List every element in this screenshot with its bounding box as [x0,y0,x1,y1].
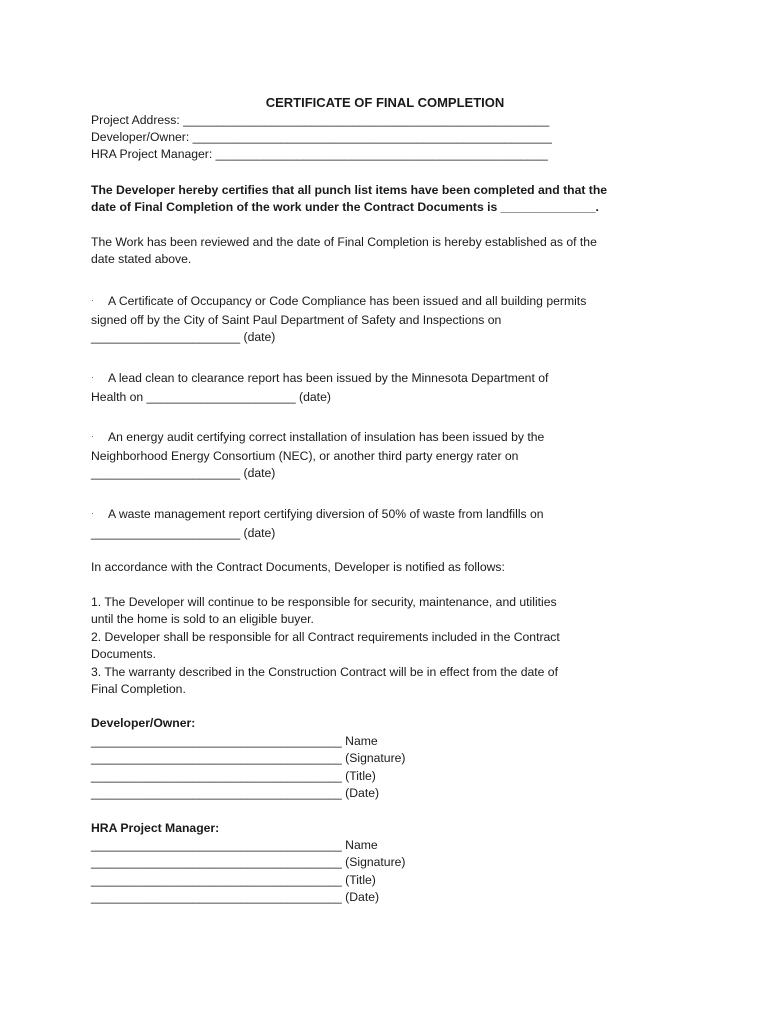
developer-signature-field[interactable]: _____________________________________ (Signature) [91,751,406,766]
bullet-item-lead-clean [91,368,548,407]
developer-date-field[interactable]: _____________________________________ (Date) [91,786,380,801]
hra-name-field[interactable]: _____________________________________ Name [91,838,378,852]
hra-manager-heading: HRA Project Manager: [91,821,220,835]
date-field[interactable]: ______________________ (date) [91,526,276,540]
hra-title-field[interactable]: _____________________________________ (Title) [91,872,376,887]
hra-date-field[interactable]: _____________________________________ (Date) [91,890,380,905]
review-line: The Work has been reviewed and the date of Final Completion is hereby established as of the [91,235,597,249]
certification-line: date of Final Completion of the work under the Contract Documents is ______________. [91,200,599,214]
bullet-icon: · [91,296,94,305]
developer-owner-field[interactable]: Developer/Owner: _____________________________________________________ [91,130,552,144]
certification-line: The Developer hereby certifies that all punch list items have been completed and that the [91,183,608,197]
bullet-text: Neighborhood Energy Consortium (NEC), or another third party energy rater on [91,449,519,463]
bullet-text: A Certificate of Occupancy or Code Compliance has been issued and all building permits [108,294,587,308]
notice-line: 2. Developer shall be responsible for all Contract requirements included in the Contract [91,629,560,644]
hra-project-manager-field[interactable]: HRA Project Manager: _________________________________________________ [91,147,548,161]
notice-line: Documents. [91,647,157,662]
notice-line: 3. The warranty described in the Construction Contract will be in effect from the date of [91,664,558,679]
bullet-icon: · [91,432,94,441]
date-field[interactable]: Health on ______________________ (date) [91,390,331,404]
notice-list [91,594,560,698]
notice-line: 1. The Developer will continue to be responsible for security, maintenance, and utilities [91,595,557,609]
project-address-field[interactable]: Project Address: ______________________________________________________ [91,113,550,127]
developer-name-field[interactable]: _____________________________________ Name [91,734,378,748]
bullet-text: signed off by the City of Saint Paul Department of Safety and Inspections on [91,313,502,327]
date-field[interactable]: ______________________ (date) [91,466,276,480]
bullet-item-occupancy [91,291,586,345]
bullet-icon: · [91,373,94,382]
certification-paragraph [91,182,607,216]
review-paragraph [91,234,597,268]
bullet-text: An energy audit certifying correct installation of insulation has been issued by the [108,430,545,444]
developer-title-field[interactable]: _____________________________________ (Title) [91,768,376,783]
bullet-text: A lead clean to clearance report has been issued by the Minnesota Department of [108,371,549,385]
bullet-item-waste-management [91,504,544,543]
date-field[interactable]: ______________________ (date) [91,330,276,344]
document-title: CERTIFICATE OF FINAL COMPLETION [265,95,505,110]
header-fields [91,112,552,163]
bullet-item-energy-audit [91,427,544,481]
review-line: date stated above. [91,252,192,266]
developer-owner-heading: Developer/Owner: [91,716,196,730]
notice-line: until the home is sold to an eligible buyer. [91,612,314,627]
bullet-text: A waste management report certifying diversion of 50% of waste from landfills on [108,507,544,521]
developer-signature-block [91,733,405,803]
notice-intro: In accordance with the Contract Documents, Developer is notified as follows: [91,560,505,574]
hra-signature-block [91,837,405,907]
notice-line: Final Completion. [91,682,186,697]
bullet-icon: · [91,509,94,518]
hra-signature-field[interactable]: _____________________________________ (Signature) [91,855,406,870]
